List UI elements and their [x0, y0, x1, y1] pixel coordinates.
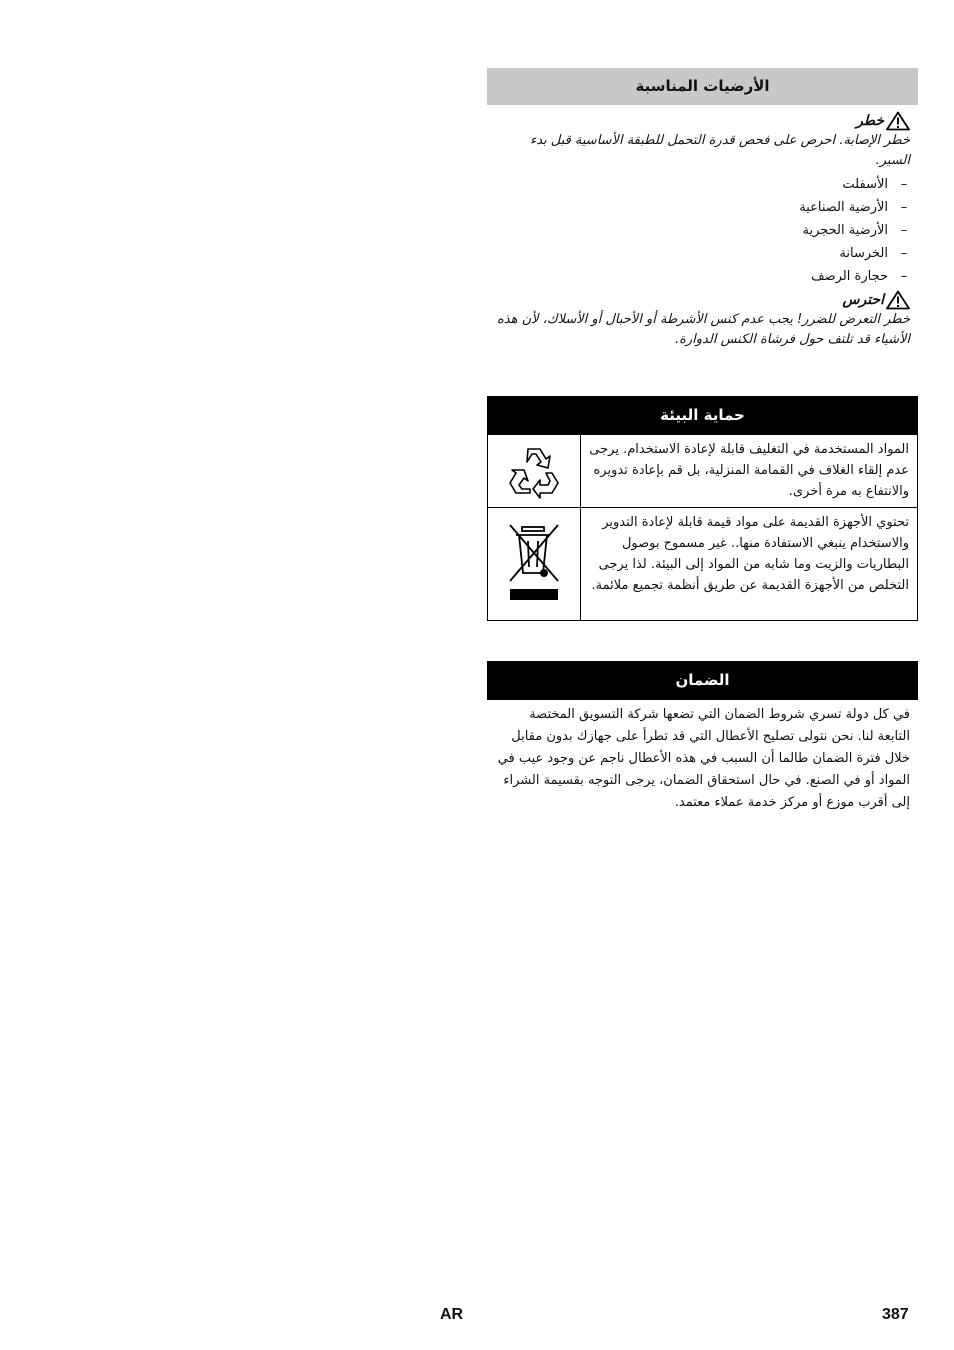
caution-heading: [487, 290, 910, 310]
disposal-text: تحتوي الأجهزة القديمة على مواد قيمة قابلة لإعادة التدوير والاستخدام ينبغي الاستفادة منها.. غير مسموح بوصول البطاريات والزيت وما شابه من المواد إلى البيئة. لذا يرجى التخلص من الأجهزة القديمة عن طريق أنظمة تجميع ملائمة.: [591, 515, 909, 593]
list-item: – الخرسانة: [839, 246, 908, 261]
footer-language: AR: [440, 1306, 464, 1323]
warranty-text: في كل دولة تسري شروط الضمان التي تضعها شركة التسويق المختصة التابعة لنا. نحن نتولى تصليح الأعطال التي قد تطرأ على جهازك بدون مقابل خلال فترة الضمان طالما أن السبب في هذه الأعطال ناجم عن وجود عيب في المواد أو في الصنع. في حال استحقاق الضمان، يرجى التوجه بقسيمة الشراء إلى أقرب موزع أو مركز خدمة عملاء معتمد.: [497, 707, 910, 810]
section-title-warranty: الضمان: [487, 661, 918, 700]
caution-text: خطر التعرض للضرر! يجب عدم كنس الأشرطة أو الأحبال أو الأسلاك، لأن هذه الأشياء قد تلتف حول فرشاة الكنس الدوارة.: [496, 312, 910, 347]
list-item: – الأسفلت: [842, 177, 908, 192]
section-title-environment: حماية البيئة: [487, 396, 918, 435]
caution-title: احترس: [842, 292, 884, 308]
crossed-bin-icon: [504, 521, 564, 607]
list-item: – الأرضية الصناعية: [799, 200, 908, 215]
danger-text: خطر الإصابة. احرص على فحص قدرة التحمل للطبقة الأساسية قبل بدء السير.: [530, 133, 910, 168]
surface-list: [487, 173, 918, 288]
list-item: – الأرضية الحجرية: [802, 223, 908, 238]
recycling-text: المواد المستخدمة في التغليف قابلة لإعادة الاستخدام. يرجى عدم إلقاء الغلاف في القمامة المنزلية، بل قم بإعادة تدويره والانتفاع به مرة أخرى.: [589, 442, 909, 499]
list-item: – حجارة الرصف: [811, 269, 908, 284]
table-row: [488, 435, 917, 507]
table-row: [488, 507, 917, 620]
recycle-icon: [506, 443, 562, 499]
content-column: [487, 68, 918, 814]
danger-title: خطر: [856, 113, 884, 129]
page-number: 387: [882, 1306, 909, 1323]
warning-triangle-icon: [886, 290, 910, 310]
environment-table: [487, 435, 918, 621]
warning-triangle-icon: [886, 111, 910, 131]
section-title-floors: الأرضيات المناسبة: [487, 68, 918, 105]
danger-heading: [487, 111, 910, 131]
